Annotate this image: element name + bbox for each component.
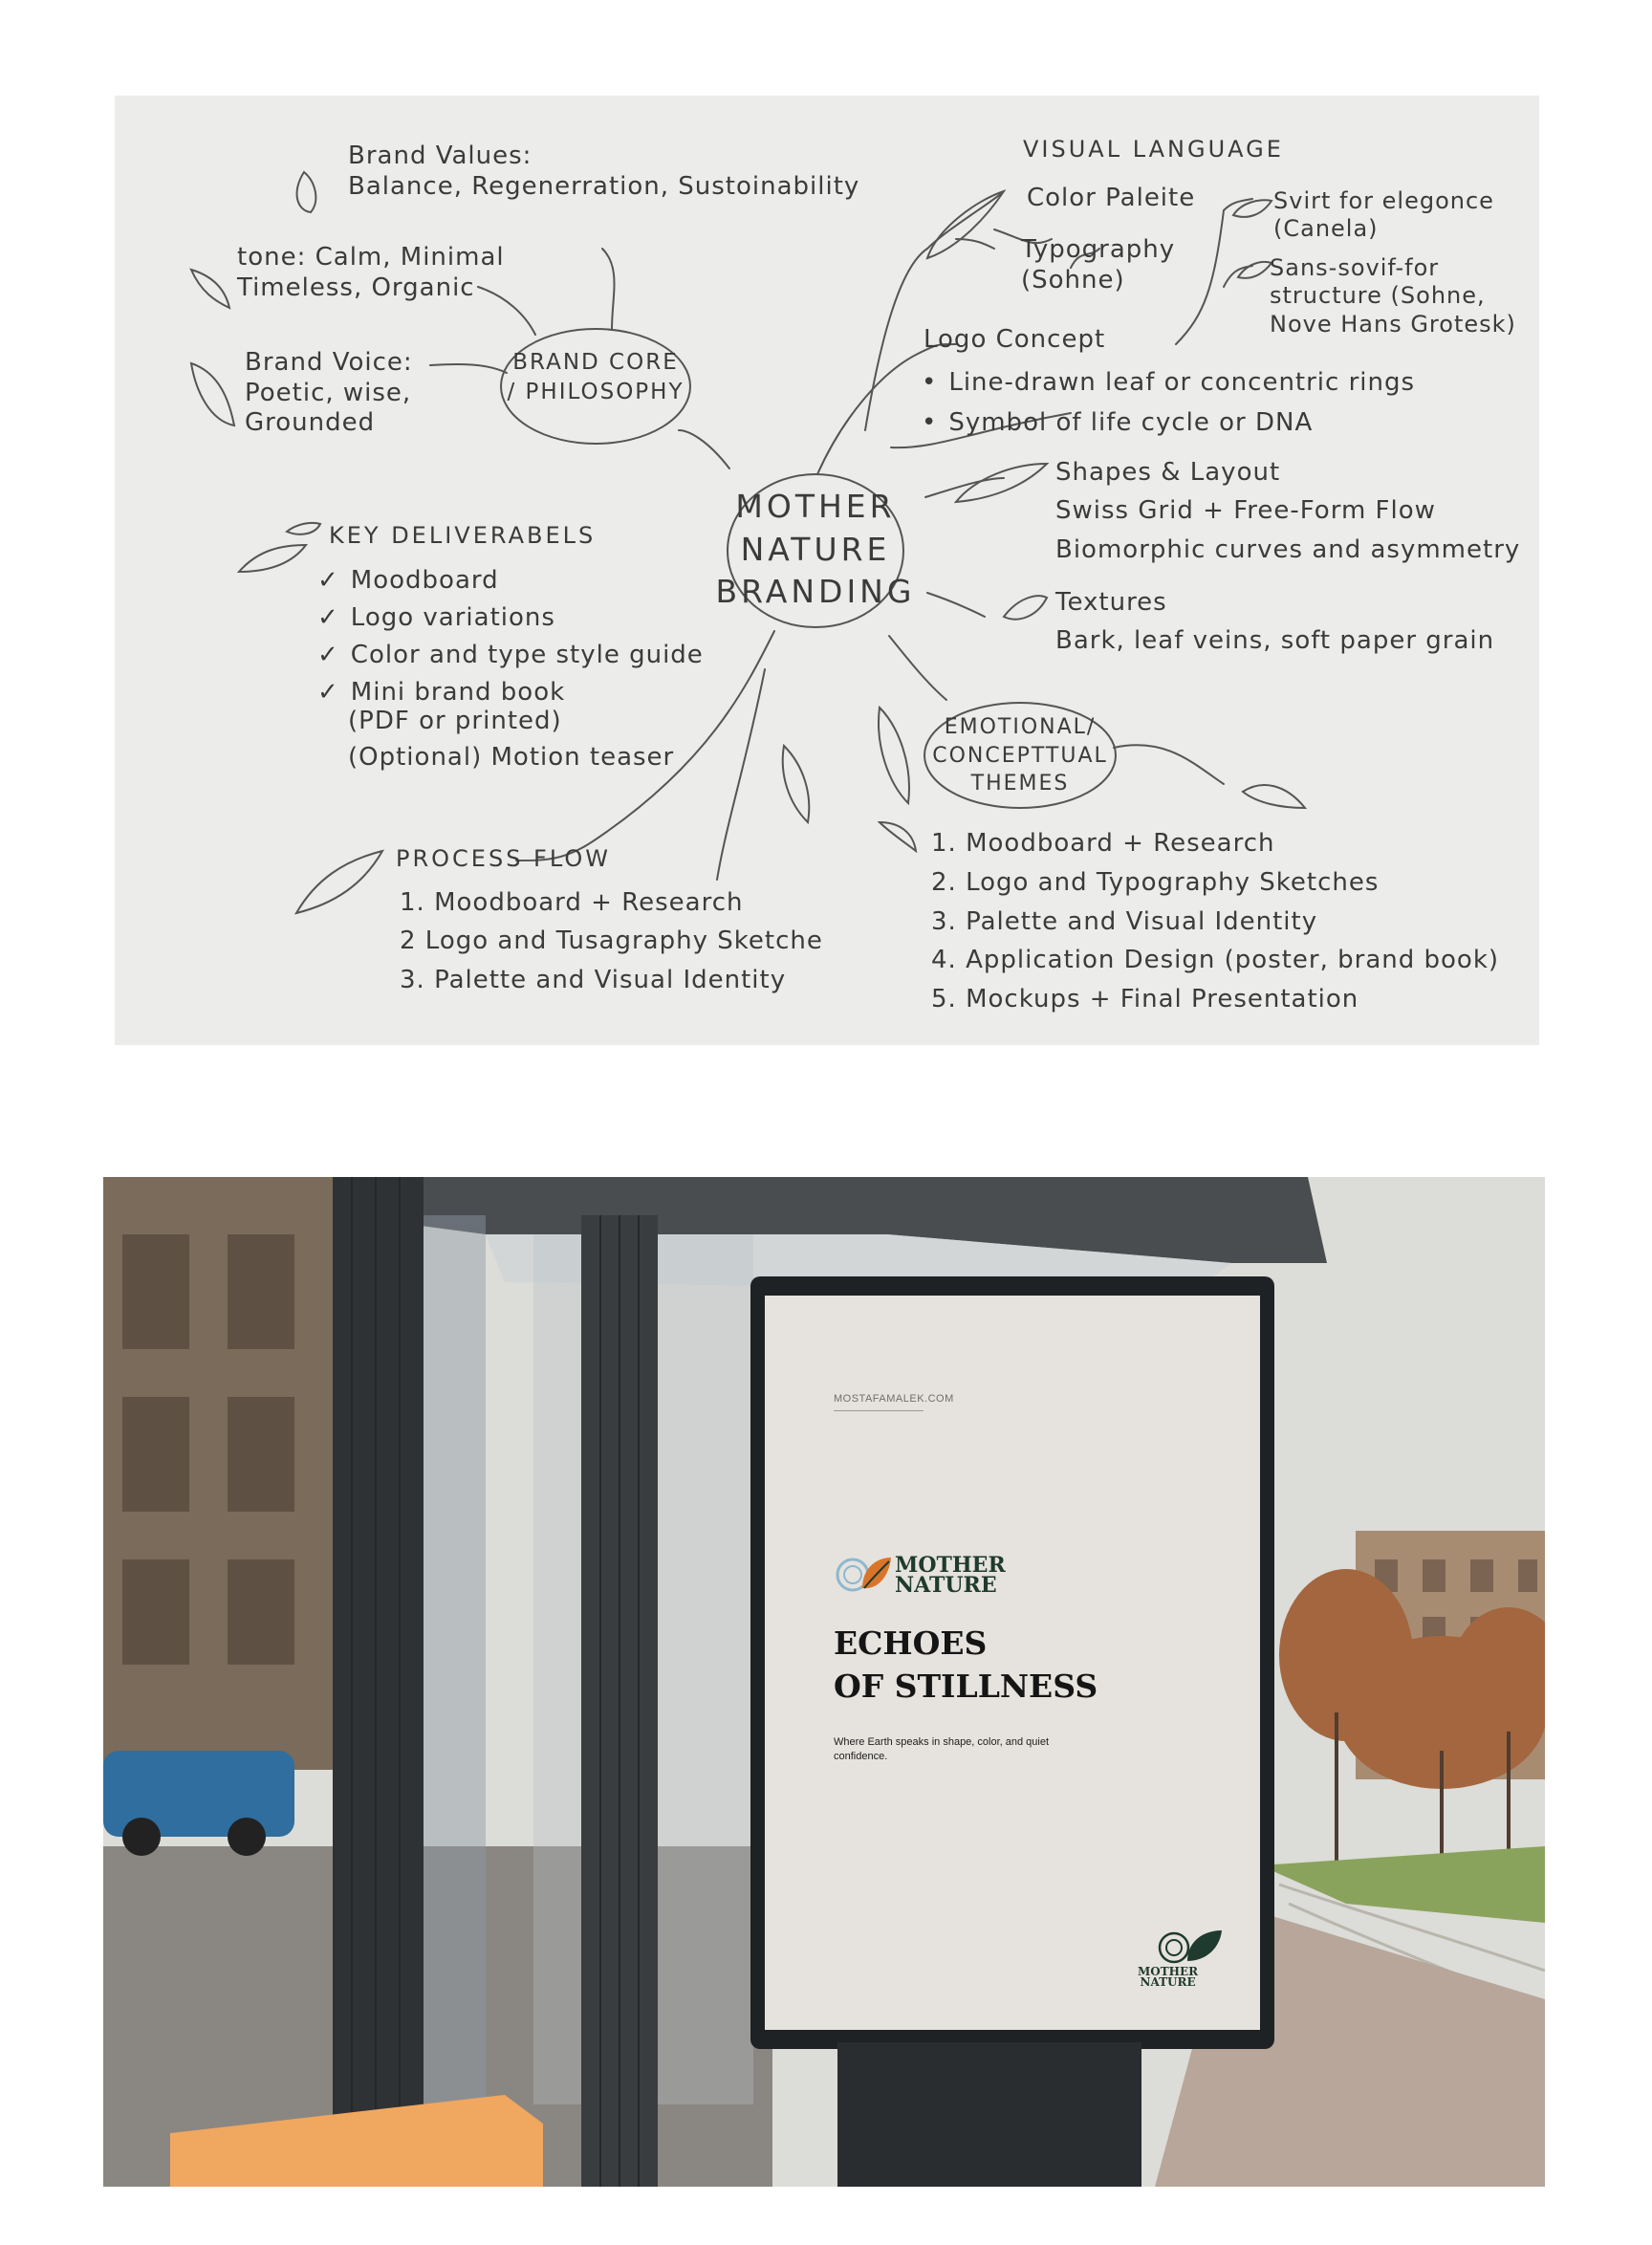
center-title xyxy=(715,486,916,614)
brand-voice-line: Grounded xyxy=(245,408,376,438)
brand-core-line: BRAND CORE xyxy=(512,350,679,375)
poster-headline-line: OF STILLNESS xyxy=(834,1667,1098,1705)
deliverable-item: ✓ Mini brand book xyxy=(317,674,704,711)
deliverable-item: ✓ Logo variations xyxy=(317,599,704,637)
process-flow-item: 1. Moodboard + Research xyxy=(400,888,744,917)
deliverable-item: ✓ Color and type style guide xyxy=(317,637,704,674)
poster-website: MOSTAFAMALEK.COM xyxy=(834,1393,954,1405)
serif-line: Svirt for elegonce xyxy=(1273,187,1494,214)
logo-concept-item: • Line-drawn leaf or concentric rings xyxy=(922,363,1415,403)
poster-brand-line: MOTHER xyxy=(895,1553,1006,1578)
center-line: MOTHER xyxy=(735,488,896,525)
brand-voice-line: Poetic, wise, xyxy=(245,378,412,407)
typography-line: (Sohne) xyxy=(1021,265,1125,294)
poster-headline xyxy=(834,1623,1098,1708)
bus-shelter-photo xyxy=(103,1177,1545,2187)
deliverable-extra-line: (Optional) Motion teaser xyxy=(348,742,675,772)
typography-label xyxy=(1021,235,1175,295)
deliverable-extra-line: (PDF or printed) xyxy=(348,707,562,735)
typography-line: Typography xyxy=(1021,235,1176,264)
brand-core-label xyxy=(505,348,686,407)
sans-line: Nove Hans Grotesk) xyxy=(1270,310,1516,338)
emotional-line: THEMES xyxy=(970,772,1070,796)
poster-brand-line: NATURE xyxy=(895,1572,997,1598)
process-flow-item: 2 Logo and Tusagraphy Sketche xyxy=(400,926,823,956)
step-item: 5. Mockups + Final Presentation xyxy=(931,985,1359,1014)
shapes-line: Swiss Grid + Free-Form Flow xyxy=(1055,496,1436,526)
brand-core-line: / PHILOSOPHY xyxy=(507,380,685,405)
step-item: 2. Logo and Typography Sketches xyxy=(931,867,1380,897)
center-line: BRANDING xyxy=(715,573,916,611)
brand-voice-line: Brand Voice: xyxy=(245,348,413,377)
visual-language-title: VISUAL LANGUAGE xyxy=(1023,136,1284,163)
deliverables-extra xyxy=(348,704,674,775)
process-flow-list xyxy=(400,883,823,999)
textures-line: Bark, leaf veins, soft paper grain xyxy=(1055,626,1495,656)
shapes-layout xyxy=(1055,453,1520,569)
sans-line: Sans-sovif-for xyxy=(1270,254,1440,281)
poster-brand-small-line: MOTHER xyxy=(1138,1965,1199,1978)
shapes-line: Shapes & Layout xyxy=(1055,458,1281,487)
deliverable-item: ✓ Moodboard xyxy=(317,562,704,599)
step-item: 4. Application Design (poster, brand book) xyxy=(931,946,1500,975)
process-flow-title: PROCESS FLOW xyxy=(396,845,611,872)
logo-concept-title: Logo Concept xyxy=(924,325,1106,354)
textures-line: Textures xyxy=(1055,588,1167,617)
shapes-line: Biomorphic curves and asymmetry xyxy=(1055,534,1521,564)
brand-values-text: Balance, Regenerration, Sustoinability xyxy=(348,171,860,201)
color-palette-label: Color Paleite xyxy=(1027,184,1196,212)
poster-brand-small xyxy=(1138,1967,1198,1989)
textures xyxy=(1055,583,1494,661)
poster-headline-line: ECHOES xyxy=(834,1624,988,1662)
tone xyxy=(237,243,505,303)
logo-concept-item: • Symbol of life cycle or DNA xyxy=(922,403,1415,444)
tone-line: Timeless, Organic xyxy=(237,272,475,302)
leaf-icon xyxy=(1155,1927,1226,1965)
poster-tagline: Where Earth speaks in shape, color, and quiet confidence. xyxy=(834,1736,1050,1763)
poster-website-underline xyxy=(834,1410,924,1411)
spiral-icon xyxy=(834,1554,893,1596)
mind-map-board xyxy=(115,96,1539,1045)
center-line: NATURE xyxy=(740,530,891,568)
step-item: 1. Moodboard + Research xyxy=(931,829,1275,858)
logo-concept-list xyxy=(922,363,1415,443)
brand-voice xyxy=(245,348,413,439)
poster xyxy=(765,1296,1260,2030)
serif-line: (Canela) xyxy=(1273,215,1379,243)
deliverables-title: KEY DELIVERABELS xyxy=(329,522,597,549)
deliverables-list xyxy=(317,562,704,711)
brand-values-title: Brand Values: xyxy=(348,142,533,170)
sans-line: structure (Sohne, xyxy=(1270,282,1486,310)
emotional-line: EMOTIONAL/ xyxy=(944,715,1097,739)
poster-brand xyxy=(895,1553,1006,1598)
sans-note xyxy=(1270,254,1516,338)
brand-values xyxy=(348,142,859,202)
process-flow-item: 3. Palette and Visual Identity xyxy=(400,965,787,994)
emotional-line: CONCEPTTUAL xyxy=(932,743,1108,768)
tone-line: tone: Calm, Minimal xyxy=(237,243,505,272)
emotional-label xyxy=(929,713,1111,798)
step-item: 3. Palette and Visual Identity xyxy=(931,906,1318,936)
serif-note xyxy=(1273,187,1494,244)
poster-brand-small-line: NATURE xyxy=(1140,1975,1196,1990)
steps-list xyxy=(931,824,1499,1019)
